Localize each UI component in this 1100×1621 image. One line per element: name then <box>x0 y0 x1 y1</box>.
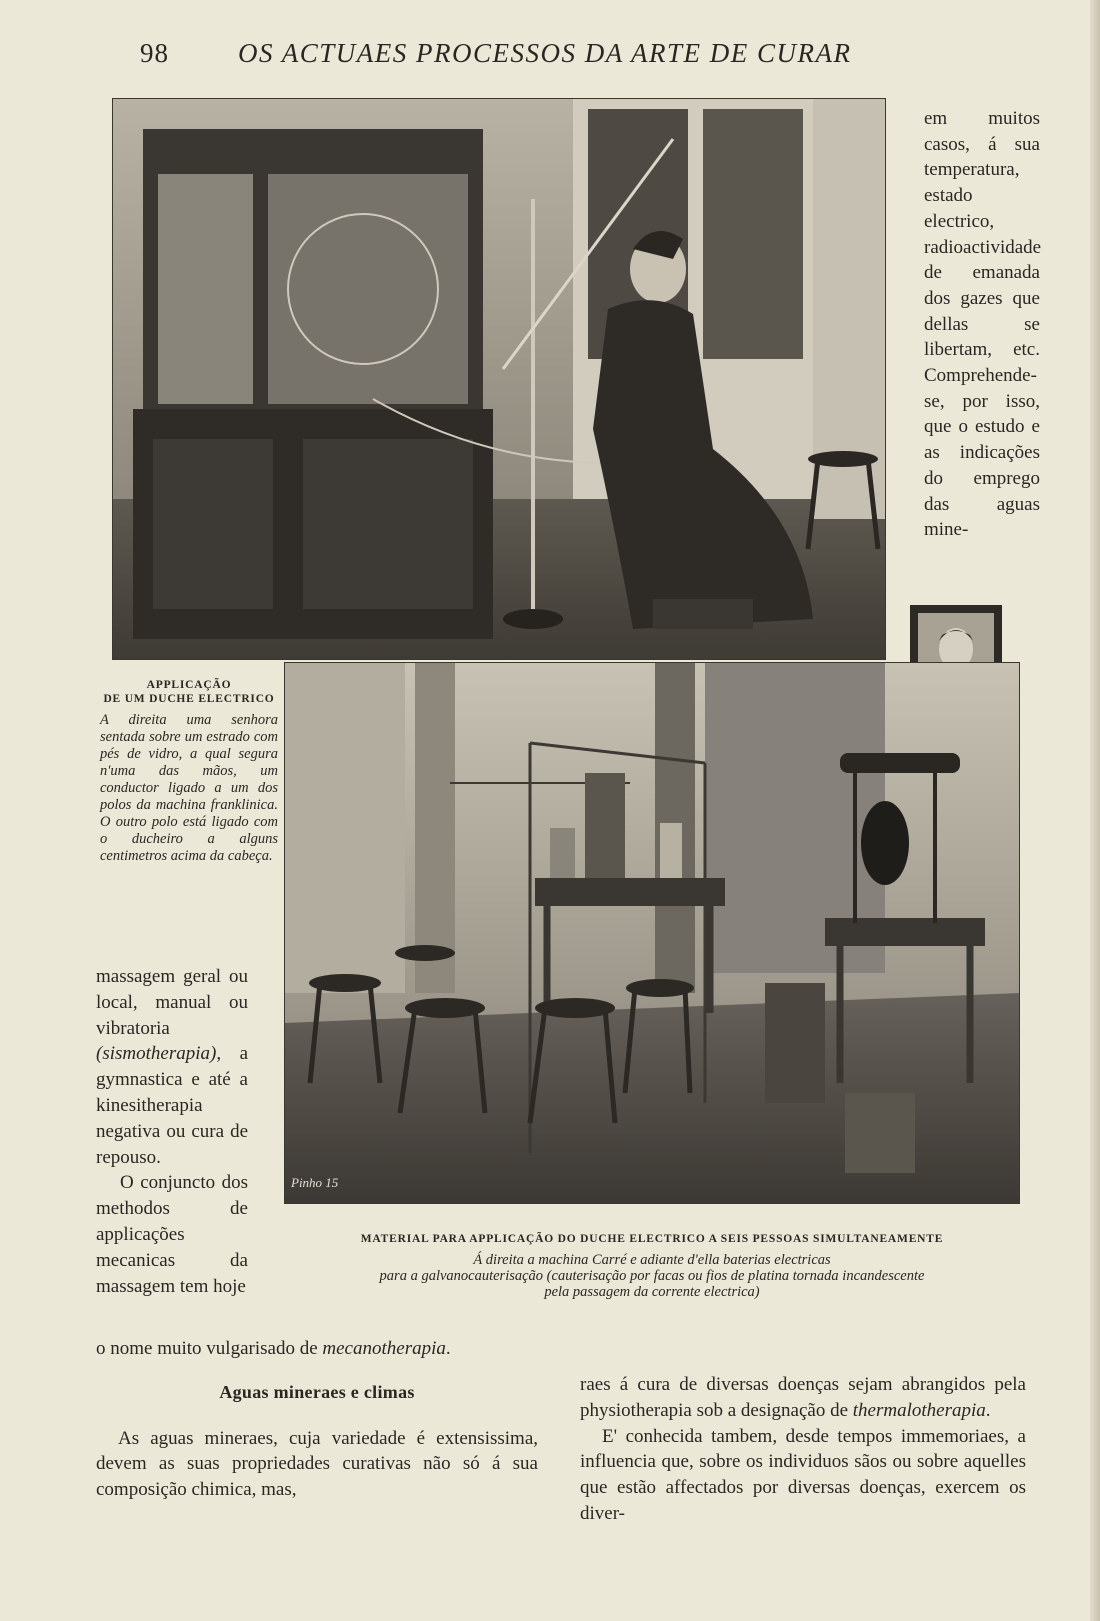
left-para1-part-a: massagem geral ou local, manual ou vibratoria <box>96 966 248 1039</box>
running-title: OS ACTUAES PROCESSOS DA ARTE DE CURAR <box>238 38 852 68</box>
caption-photo-2 <box>288 1232 1016 1300</box>
bottom-right-column <box>580 1372 1026 1527</box>
caption-1-title-line-1: APPLICAÇÃO <box>146 679 232 691</box>
section-subheading: Aguas mineraes e climas <box>219 1381 415 1402</box>
bottom-right-paragraph-2: E' conhecida tambem, desde tempos immemoriaes, a influencia que, sobre os individuos sãos ou sobre aquelles que estão affectados por diversas doenças, exercem os diver- <box>580 1425 1026 1524</box>
right-column-paragraph: em muitos casos, á sua temperatura, estado electrico, radioactividade de emanada dos gazes que dellas se libertam, etc. Comprehende-se, por isso, que o estudo e as indicações do emprego das aguas mine- <box>924 108 1042 541</box>
bottom-left-line <box>96 1336 538 1362</box>
page-edge <box>1090 0 1100 1621</box>
left-column-paragraph-1 <box>96 964 248 1170</box>
page-header <box>140 36 940 76</box>
photo-electric-shower-application <box>112 98 886 660</box>
left-column-paragraph-2: O conjuncto dos methodos de applicações mecanicas da massagem tem hoje <box>96 1172 248 1297</box>
bottom-left-line-emphasis: mecanotherapia <box>322 1338 446 1359</box>
caption-photo-1 <box>100 678 278 865</box>
photo-1-illustration <box>113 99 885 659</box>
bottom-right-para1-emphasis: thermalotherapia <box>852 1399 986 1421</box>
caption-1-title <box>100 678 278 706</box>
caption-2-line-1: Á direita a machina Carré e adiante d'ella baterias electricas <box>473 1252 831 1268</box>
bottom-left-column <box>96 1336 538 1503</box>
bottom-right-para1-part-b: . <box>985 1399 991 1421</box>
caption-1-body: A direita uma senhora sentada sobre um estrado com pés de vidro, a qual segura n'uma das mãos, um conductor ligado a um dos polos da machina franklinica. O outro polo está ligado com o ducheiro a alguns centimetros acima da cabeça. <box>100 712 278 864</box>
left-para1-part-b: , a gymnastica e até a kinesitherapia negativa ou cura de repouso. <box>96 1043 248 1168</box>
photo-signature: Pinho 15 <box>291 1175 339 1190</box>
caption-2-body <box>288 1252 1016 1300</box>
left-column-text <box>96 964 248 1299</box>
caption-2-title: MATERIAL PARA APPLICAÇÃO DO DUCHE ELECTRICO A SEIS PESSOAS SIMULTANEAMENTE <box>360 1233 944 1245</box>
caption-1-title-line-2: DE UM DUCHE ELECTRICO <box>103 693 275 705</box>
page-number: 98 <box>140 38 169 68</box>
caption-2-line-2: para a galvanocauterisação (cauterisação por facas ou fios de platina tornada incandescente <box>379 1268 925 1284</box>
right-column-text <box>924 106 1040 543</box>
photo-2-illustration <box>285 663 1019 1203</box>
caption-2-line-3: pela passagem da corrente electrica) <box>544 1284 760 1300</box>
bottom-right-para1-part-a: raes á cura de diversas doenças sejam abrangidos pela physiotherapia sob a designação de <box>580 1374 1026 1421</box>
left-para1-emphasis: (sismotherapia) <box>96 1043 217 1065</box>
bottom-left-paragraph: As aguas mineraes, cuja variedade é extensissima, devem as suas propriedades curativas não só á sua composição chimica, mas, <box>96 1427 538 1501</box>
bottom-right-paragraph-1 <box>580 1372 1026 1424</box>
bottom-left-line-part-a: o nome muito vulgarisado de <box>96 1338 323 1359</box>
photo-electric-shower-equipment <box>284 662 1020 1204</box>
bottom-left-line-part-b: . <box>445 1338 451 1359</box>
